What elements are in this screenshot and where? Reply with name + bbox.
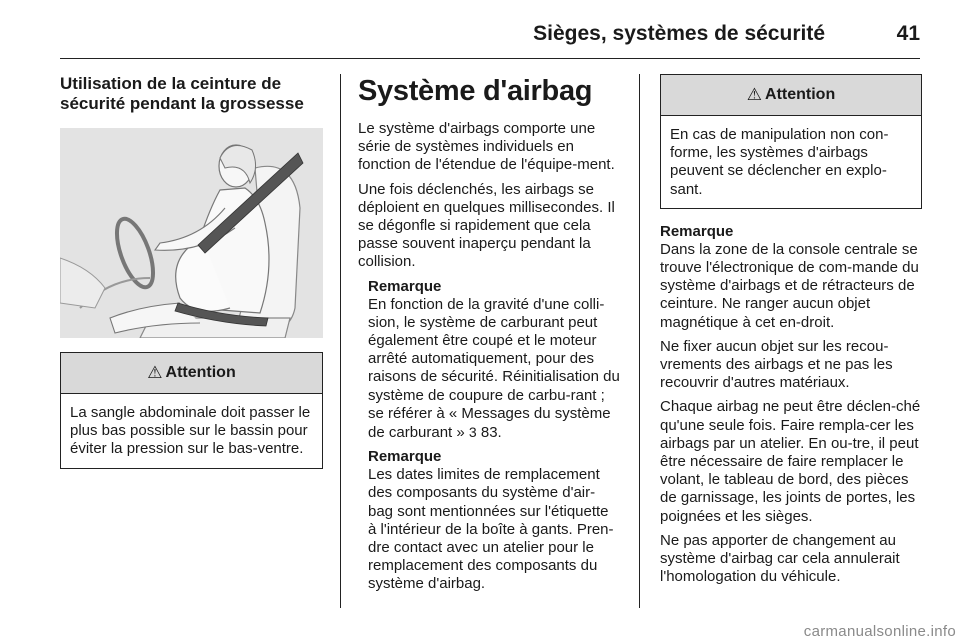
paragraph: Le système d'airbags comporte une série de systèmes individuels en fonction de l'étendue de l'équipe-ment. <box>358 120 615 174</box>
warning-triangle-icon: ⚠ <box>147 363 163 382</box>
warning-title: Attention <box>165 364 236 381</box>
left-column <box>60 74 323 483</box>
paragraph: Ne fixer aucun objet sur les recou-vrements des airbags et ne pas les recouvrir d'autres matériaux. <box>660 337 893 392</box>
note-title: Remarque <box>368 277 442 295</box>
page-title: Sièges, systèmes de sécurité <box>533 22 825 45</box>
warning-body <box>61 394 322 468</box>
seatbelt-pregnancy-illustration <box>60 128 323 338</box>
warning-header <box>661 75 921 116</box>
paragraph: Chaque airbag ne peut être déclen-ché qu'une seule fois. Faire rempla-cer les airbags par un atelier. En ou-tre, il peut être nécessaire de faire remplacer le volant, le tableau de bord, des pièces de garnissage, les joints de portes, les poignées et les sièges. <box>660 398 921 525</box>
page-reference[interactable]: 83. <box>480 424 502 442</box>
warning-header <box>61 353 322 394</box>
right-column <box>660 74 922 592</box>
note-text <box>368 296 620 443</box>
note-block <box>358 278 620 594</box>
warning-box <box>60 352 323 469</box>
paragraph: Ne pas apporter de changement au système d'airbag car cela annulerait l'homologation du véhicule. <box>660 531 900 586</box>
page-number: 41 <box>896 22 920 45</box>
warning-body <box>661 116 921 208</box>
column-divider <box>340 74 341 608</box>
note-body: En fonction de la gravité d'une colli-sion, le système de carburant peut également être coupé et le moteur arrêté automatiquement, pour des raisons de sécurité. Réinitialisation du système de coupure de carbu-rant ; se référer à « Messages du système de carburant » <box>368 295 620 442</box>
watermark: carmanualsonline.info <box>803 623 956 640</box>
pregnant-driver-illustration <box>60 128 323 338</box>
middle-column <box>358 74 620 600</box>
note-text: Les dates limites de remplacement des composants du système d'air-bag sont mentionnées sur l'étiquette à l'intérieur de la boîte à gants. Pren-dre contact avec un atelier pour le remplacement des composants du système d'airbag. <box>368 466 614 593</box>
note-title: Remarque <box>368 448 442 466</box>
page-reference-arrow-icon: 3 <box>468 424 477 441</box>
note-title: Remarque <box>660 222 734 240</box>
section-heading-airbag: Système d'airbag <box>358 75 593 107</box>
section-heading: Utilisation de la ceinture de sécurité pendant la grossesse <box>60 74 304 113</box>
page-header <box>60 14 920 59</box>
warning-triangle-icon: ⚠ <box>746 85 763 104</box>
warning-text: La sangle abdominale doit passer le plus bas possible sur le bassin pour éviter la pression sur le bas-ventre. <box>70 404 311 458</box>
warning-text: En cas de manipulation non con-forme, les systèmes d'airbags peuvent se déclencher en explo-sant. <box>670 126 889 198</box>
warning-box <box>660 74 922 209</box>
warning-title: Attention <box>765 86 836 103</box>
column-divider <box>639 74 640 608</box>
paragraph: Une fois déclenchés, les airbags se déploient en quelques millisecondes. Il se dégonfle si rapidement que cela passe souvent inaperçu pendant la collision. <box>358 180 615 271</box>
note-text: Dans la zone de la console centrale se trouve l'électronique de com-mande du système d'airbags et de rétracteurs de ceinture. Ne ranger aucun objet magnétique à cet en-droit. <box>660 240 919 331</box>
